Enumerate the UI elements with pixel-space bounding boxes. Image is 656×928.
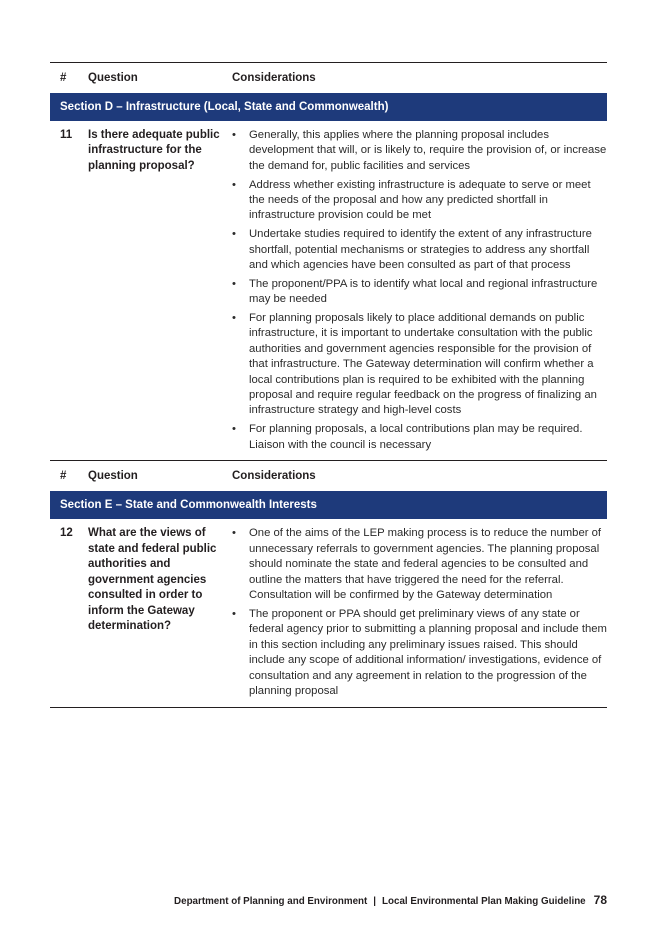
header-considerations: Considerations bbox=[232, 470, 316, 483]
row-considerations bbox=[232, 128, 607, 456]
header-num: # bbox=[60, 72, 67, 84]
bullet-icon: • bbox=[232, 607, 236, 620]
bottom-rule bbox=[50, 707, 607, 708]
table-header bbox=[50, 63, 607, 93]
table-row bbox=[50, 519, 607, 706]
table-row bbox=[50, 121, 607, 460]
bullet-icon: • bbox=[232, 277, 236, 290]
footer-separator: | bbox=[373, 896, 377, 907]
list-item: • Generally, this applies where the planning proposal includes development that will, or is likely to, require the provision of, or increase the demand for, public facilities and services bbox=[232, 129, 607, 172]
list-item: • The proponent/PPA is to identify what local and regional infrastructure may be needed bbox=[232, 277, 598, 306]
bullet-icon: • bbox=[232, 527, 236, 540]
footer-department: Department of Planning and Environment bbox=[174, 896, 368, 907]
row-question: Is there adequate public infrastructure for the planning proposal? bbox=[88, 129, 220, 172]
bullet-icon: • bbox=[232, 312, 236, 325]
section-e-title: Section E – State and Commonwealth Interests bbox=[50, 491, 607, 519]
list-item: • For planning proposals, a local contributions plan may be required. Liaison with the council is necessary bbox=[232, 423, 583, 451]
header-question: Question bbox=[88, 470, 138, 483]
list-item: • Address whether existing infrastructure is adequate to serve or meet the needs of the proposal and how any predicted shortfall in infrastructure provision could be met bbox=[232, 178, 591, 222]
bullet-icon: • bbox=[232, 178, 236, 191]
list-item: • For planning proposals likely to place additional demands on public infrastructure, it is important to undertake consultation with the public authorities and government agencies responsible for the provision of that infrastructure. The Gateway determination will confirm whether a local contributions plan is required to be exhibited with the planning proposal and require regular feedback on the progress of finalizing an infrastructure strategy and high-level costs bbox=[232, 312, 597, 417]
bullet-icon: • bbox=[232, 228, 236, 241]
section-d-title: Section D – Infrastructure (Local, State and Commonwealth) bbox=[50, 93, 607, 121]
row-number: 11 bbox=[60, 129, 73, 141]
footer-guideline: Local Environmental Plan Making Guideline bbox=[382, 896, 586, 907]
page-number: 78 bbox=[593, 893, 607, 907]
page-footer bbox=[174, 893, 607, 907]
header-considerations: Considerations bbox=[232, 72, 316, 84]
row-number: 12 bbox=[60, 527, 73, 540]
list-item: • Undertake studies required to identify the extent of any infrastructure shortfall, potential mechanisms or strategies to address any shortfall and which agencies have been consulted as part of that process bbox=[232, 228, 592, 272]
header-num: # bbox=[60, 470, 67, 483]
list-item: • One of the aims of the LEP making process is to reduce the number of unnecessary referrals to government agencies. The planning proposal should nominate the state and federal agencies to be consulted and outline the matters that have triggered the need for the referral. Consultation will be confirmed by the Gateway determination bbox=[232, 527, 602, 602]
document-table bbox=[50, 62, 607, 708]
row-question: What are the views of state and federal public authorities and government agencies consulted in order to inform the Gateway determination? bbox=[88, 527, 217, 632]
list-item: • The proponent or PPA should get preliminary views of any state or federal agency prior to submitting a planning proposal and include them in this section including any preliminary issues raised. This should include any scope of additional information/ investigations, evidence of consultation and any agreement in relation to the progression of the planning proposal bbox=[232, 607, 607, 697]
bullet-icon: • bbox=[232, 423, 236, 436]
row-considerations bbox=[232, 526, 607, 702]
header-question: Question bbox=[88, 72, 138, 84]
table-header bbox=[50, 461, 607, 491]
bullet-icon: • bbox=[232, 129, 236, 141]
